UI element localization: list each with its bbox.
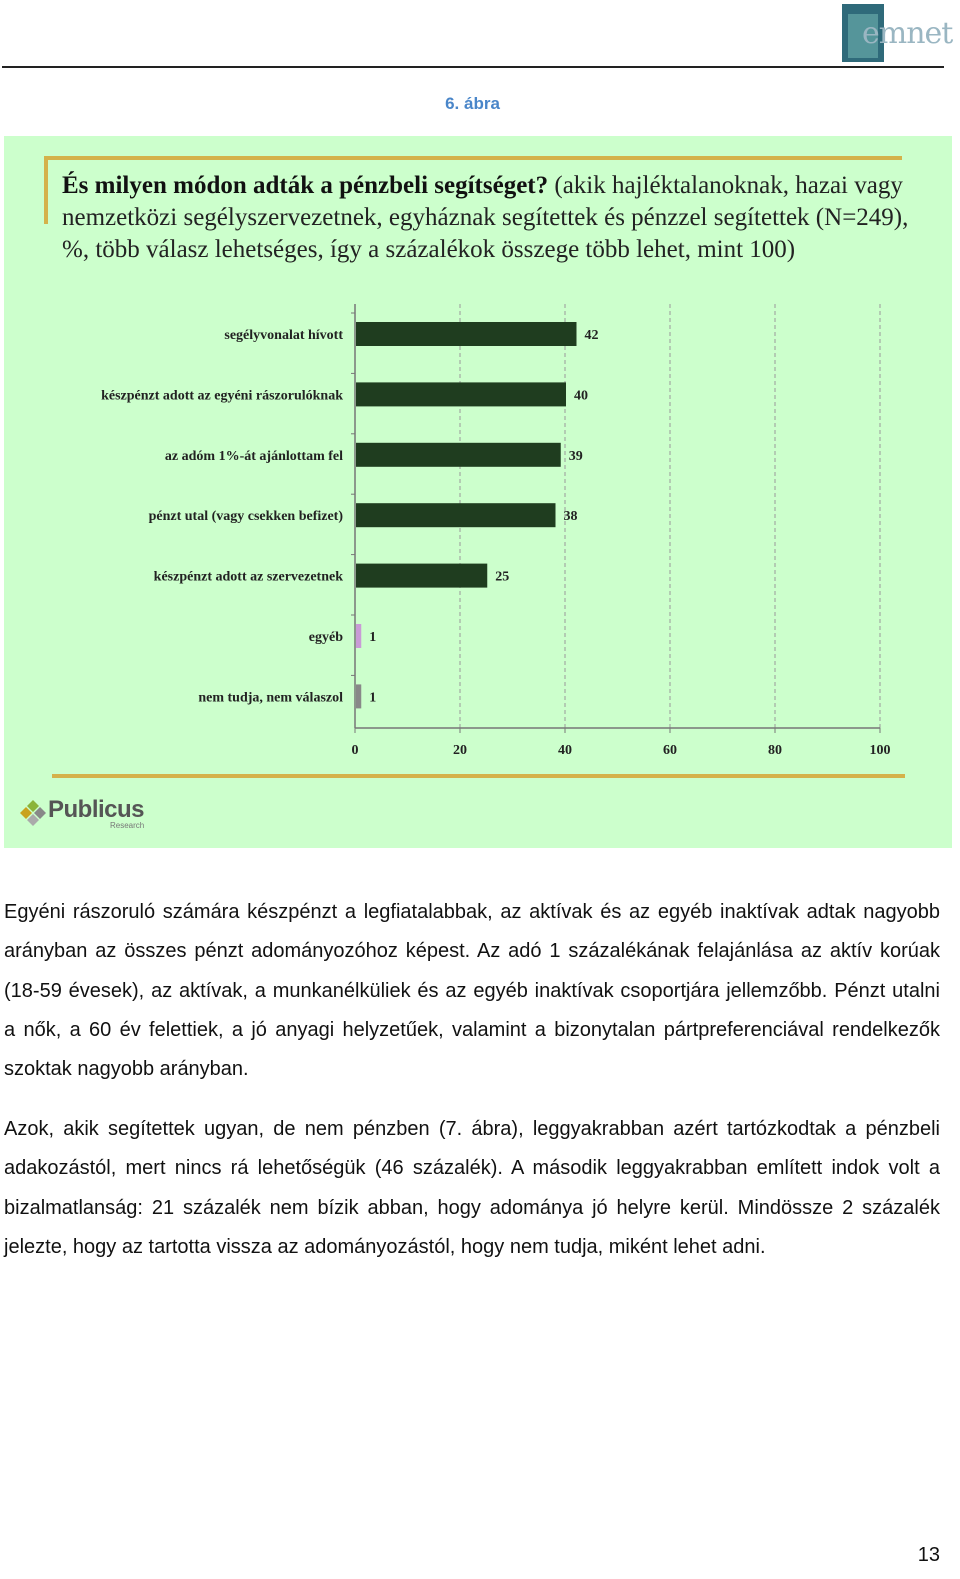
body-paragraph-2 <box>4 1110 940 1267</box>
bar-chart <box>4 136 952 776</box>
x-tick-label: 80 <box>768 743 782 758</box>
bar <box>356 443 561 467</box>
x-tick-label: 0 <box>351 743 359 758</box>
bar <box>356 322 577 346</box>
emnet-logo <box>842 2 953 66</box>
category-label: nem tudja, nem válaszol <box>198 690 343 706</box>
figure-panel <box>4 136 952 848</box>
bar <box>356 503 556 527</box>
logo-text: emnet <box>862 16 953 51</box>
bar <box>356 382 566 406</box>
x-tick-label: 20 <box>453 743 467 758</box>
x-tick-label: 60 <box>663 743 677 758</box>
data-label: 1 <box>369 690 377 706</box>
x-tick-label: 40 <box>558 743 572 758</box>
paragraph-2-text: Azok, akik segítettek ugyan, de nem pénzben (7. ábra), leggyakrabban azért tartózkodtak a pénzbeli adakozástól, mert nincs rá lehetőségük (46 százalék). A második leggyakrabban említett indok volt a bizalmatlanság: 21 százalék nem bízik abban, hogy adománya jó helyre kerül. Mindössze 2 százalék jelezte, hogy az tartotta vissza az adományozástól, hogy nem tudja, miként lehet adni. <box>4 1118 940 1258</box>
category-label: pénzt utal (vagy csekken befizet) <box>148 509 343 525</box>
figure-label: 6. ábra <box>445 94 500 113</box>
publicus-sub: Research <box>110 821 145 830</box>
data-label: 25 <box>495 569 510 585</box>
category-label: az adóm 1%-át ajánlottam fel <box>164 448 343 464</box>
bar <box>356 684 361 708</box>
bar <box>356 564 487 588</box>
figure-title-rest: (akik hajléktalanoknak, hazai vagy nemzetközi segélyszervezetnek, egyháznak segítettek és pénzzel segítettek (N=249), %, több válasz lehetséges, így a százalékok összege több lehet, mint 100) <box>62 172 909 263</box>
data-label: 42 <box>584 328 599 343</box>
page-number: 13 <box>917 1544 940 1566</box>
figure-title-bold: És milyen módon adták a pénzbeli segítséget? <box>62 172 549 199</box>
category-label: készpénzt adott az szervezetnek <box>153 569 343 585</box>
data-label: 38 <box>563 509 578 525</box>
body-paragraph-1 <box>4 893 940 1089</box>
paragraph-1-text: Egyéni rászoruló számára készpénzt a legfiatalabbak, az aktívak és az egyéb inaktívak adtak nagyobb arányban az összes pénzt adományozóhoz képest. Az adó 1 százalékának felajánlása az aktív korúak (18-59 évesek), az aktívak, a munkanélküliek és az egyéb inaktívak csoportjára jellemzőbb. Pénzt utalni a nők, a 60 év felettiek, a jó anyagi helyzetűek, valamint a bizonytalan pártpreferenciával rendelkezők szoktak nagyobb arányban. <box>4 901 940 1081</box>
data-label: 40 <box>574 388 588 404</box>
category-label: egyéb <box>308 630 343 645</box>
data-label: 1 <box>369 630 377 645</box>
chart-bottom-rule <box>52 774 905 778</box>
category-label: segélyvonalat hívott <box>224 328 343 343</box>
category-label: készpénzt adott az egyéni rászorulóknak <box>101 388 343 404</box>
header-rule <box>2 66 944 68</box>
publicus-logo <box>18 794 144 834</box>
x-tick-label: 100 <box>869 743 891 758</box>
data-label: 39 <box>568 448 583 464</box>
publicus-diamond-icon <box>20 800 46 826</box>
bar <box>356 624 361 648</box>
publicus-text: Publicus <box>48 796 145 823</box>
